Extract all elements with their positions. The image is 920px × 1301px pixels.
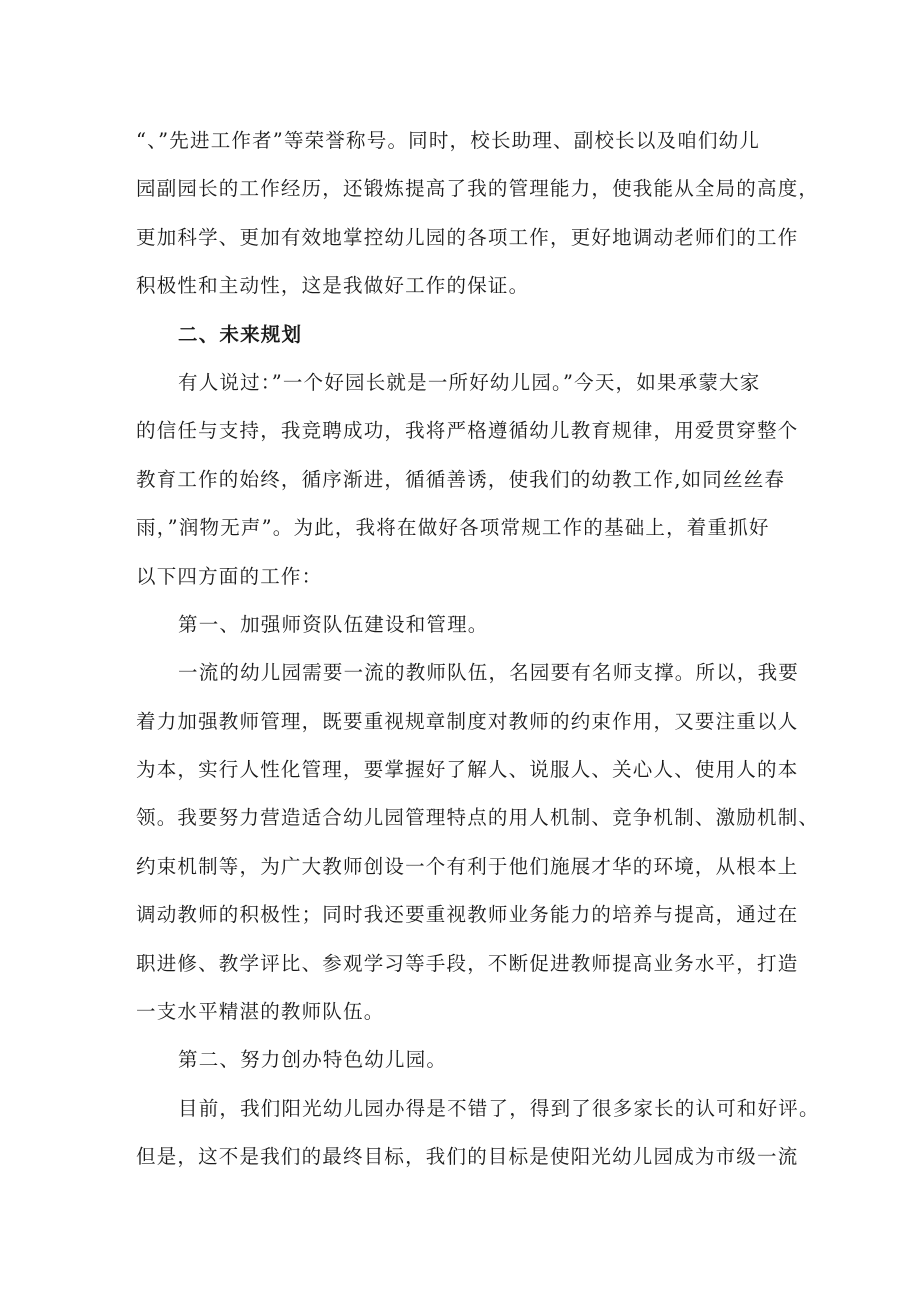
section-heading: 二、未来规划 xyxy=(178,322,303,346)
text-line: 第二、努力创办特色幼儿园。 xyxy=(178,1048,448,1072)
text-line: 以下四方面的工作： xyxy=(136,564,323,588)
text-line: 调动教师的积极性；同时我还要重视教师业务能力的培养与提高，通过在 xyxy=(136,903,799,927)
text-line: 约束机制等，为广大教师创设一个有利于他们施展才华的环境，从根本上 xyxy=(136,854,799,878)
text-line: 但是，这不是我们的最终目标，我们的目标是使阳光幼儿园成为市级一流 xyxy=(136,1145,799,1169)
document-body xyxy=(136,117,820,1182)
text-line: 教育工作的始终，循序渐进，循循善诱，使我们的幼教工作,如同丝丝春 xyxy=(136,467,786,491)
text-line: 为本，实行人性化管理，要掌握好了解人、说服人、关心人、使用人的本 xyxy=(136,758,799,782)
text-line: 的信任与支持，我竞聘成功，我将严格遵循幼儿教育规律，用爱贯穿整个 xyxy=(136,419,799,443)
text-line: 领。我要努力营造适合幼儿园管理特点的用人机制、竞争机制、激励机制、 xyxy=(136,806,820,830)
text-line: 雨，”润物无声”。为此，我将在做好各项常规工作的基础上，着重抓好 xyxy=(136,516,770,540)
text-line: 一支水平精湛的教师队伍。 xyxy=(136,1000,385,1024)
text-line: 一流的幼儿园需要一流的教师队伍，名园要有名师支撑。所以，我要 xyxy=(178,661,800,685)
text-line: 第一、加强师资队伍建设和管理。 xyxy=(178,612,489,636)
text-line: “、”先进工作者”等荣誉称号。同时，校长助理、副校长以及咱们幼儿 xyxy=(136,129,761,152)
text-line: 职进修、教学评比、参观学习等手段，不断促进教师提高业务水平，打造 xyxy=(136,951,799,975)
text-line: 着力加强教师管理，既要重视规章制度对教师的约束作用，又要注重以人 xyxy=(136,709,799,733)
text-line: 积极性和主动性，这是我做好工作的保证。 xyxy=(136,274,530,298)
text-line: 有人说过：”一个好园长就是一所好幼儿园。”今天，如果承蒙大家 xyxy=(178,370,761,394)
text-line: 园副园长的工作经历，还锻炼提高了我的管理能力，使我能从全局的高度， xyxy=(136,177,820,201)
text-line: 更加科学、更加有效地掌控幼儿园的各项工作，更好地调动老师们的工作 xyxy=(136,225,799,249)
text-line: 目前，我们阳光幼儿园办得是不错了，得到了很多家长的认可和好评。 xyxy=(178,1096,820,1120)
